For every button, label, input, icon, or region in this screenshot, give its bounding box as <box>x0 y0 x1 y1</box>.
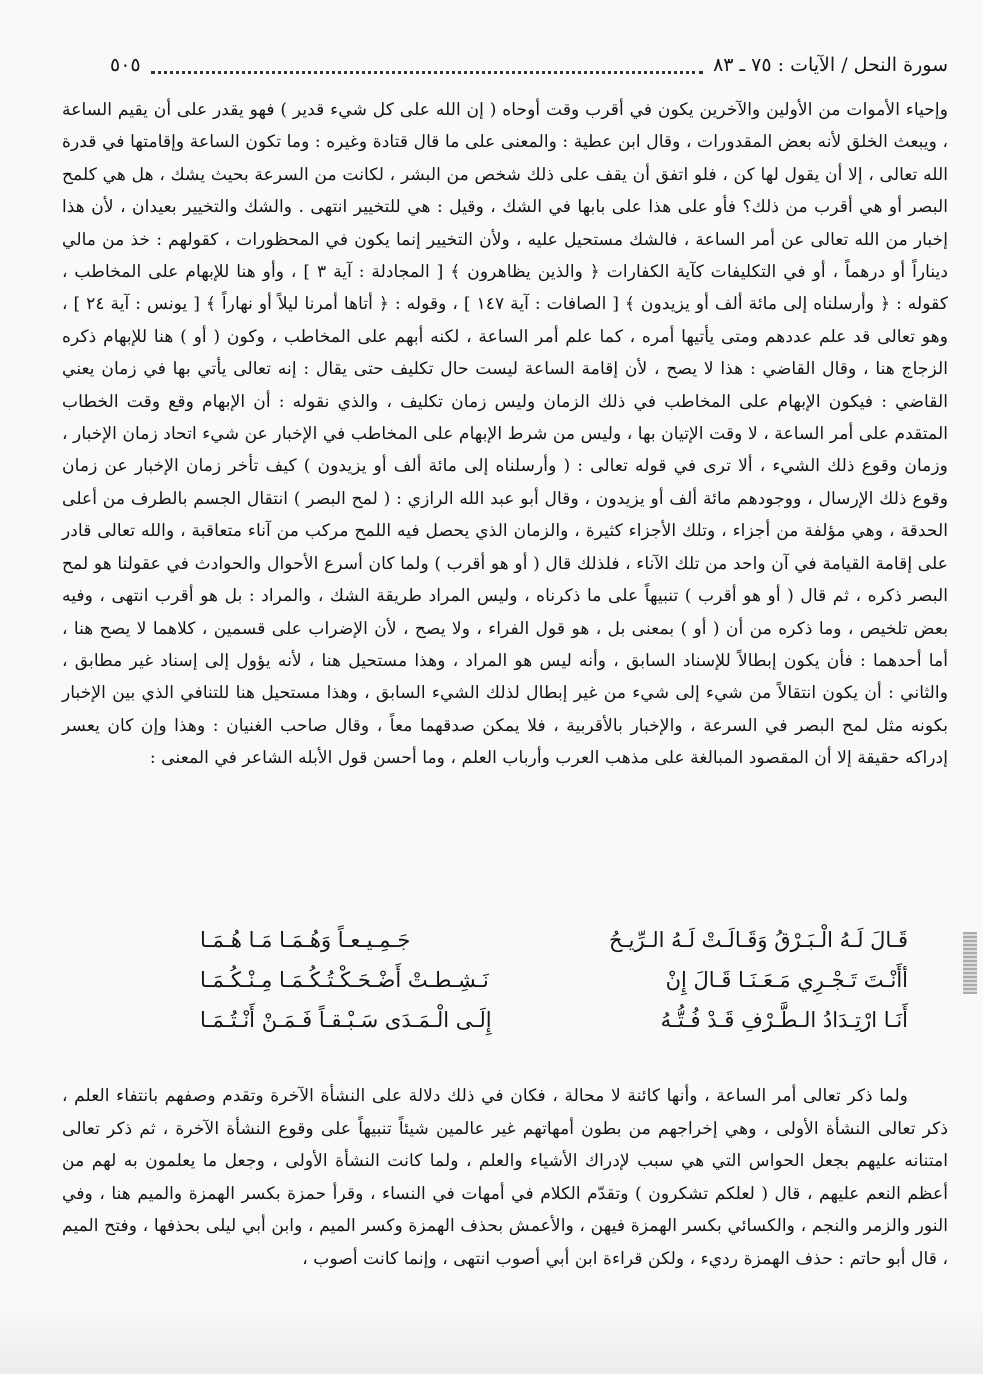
running-header <box>110 48 948 82</box>
dot-leader <box>151 57 703 74</box>
commentary-block-2 <box>62 1080 948 1276</box>
poem-verse <box>200 920 908 960</box>
verse-second-hemistich: نَـشِـطـتْ أَضْـحَـكْـتُـكُـمَـا مِـنْـكُـمَـا <box>200 968 489 992</box>
verse-first-hemistich: قَـالَ لَـهُ الْـبَـرْقُ وَقَـالَـتْ لَـهُ الـرِّيـحُ <box>608 928 908 952</box>
surah-title: سورة النحل / الآيات : ٧٥ ـ ٨٣ <box>713 54 948 76</box>
poem-verse <box>200 1000 908 1040</box>
verse-second-hemistich: إِلَـى الْـمَـدَى سَـبْـقـاً فَـمَـنْ أَنْـتُـمَـا <box>200 1008 492 1032</box>
page-number: ٥٠٥ <box>110 54 141 76</box>
commentary-block <box>62 94 948 775</box>
commentary-paragraph: وإحياء الأموات من الأولين والآخرين يكون في أقرب وقت أوحاه ( إن الله على كل شيء قدير ) فهو يقدر على أن يقيم الساعة ، ويبعث الخلق لأنه بعض المقدورات ، وقال ابن عطية : والمعنى على ما قال قتادة وغيره : وما تكون الساعة وإقامتها في قدرة الله تعالى ، إلا أن يقول لها كن ، فلو اتفق أن يقف على ذلك شخص من البشر ، لكانت من السرعة بحيث يشك ، هل هي كلمح البصر أو هي أقرب من ذلك؟ فأو على هذا على بابها في الشك ، وقيل : هي للتخيير انتهى . والشك والتخيير بعيدان ، لأن هذا إخبار من الله تعالى عن أمر الساعة ، فالشك مستحيل عليه ، ولأن التخيير إنما يكون في المحظورات ، كقولهم : خذ من مالي ديناراً أو درهماً ، أو في التكليفات كآية الكفارات ﴿ والذين يظاهرون ﴾ [ المجادلة : آية ٣ ] ، وأو هنا للإبهام على المخاطب ، كقوله : ﴿ وأرسلناه إلى مائة ألف أو يزيدون ﴾ [ الصافات : آية ١٤٧ ] ، وقوله : ﴿ أتاها أمرنا ليلاً أو نهاراً ﴾ [ يونس : آية ٢٤ ] ، وهو تعالى قد علم عددهم ومتى يأتيها أمره ، كما علم أمر الساعة ، لكنه أبهم على المخاطب ، وكون ( أو ) هنا للإبهام ذكره الزجاج هنا ، وقال القاضي : هذا لا يصح ، لأن إقامة الساعة ليست حال تكليف حتى يقال : إنه تعالى يأتي بها في زمان يعني القاضي : فيكون الإبهام على المخاطب في ذلك الزمان وليس زمان تكليف ، والذي نقوله : أن الإبهام وقع وقت الخطاب المتقدم على أمر الساعة ، لا وقت الإتيان بها ، وليس من شرط الإبهام على المخاطب في الإخبار عن شيء اتحاد زمان الإخبار ، وزمان وقوع ذلك الشيء ، ألا ترى في قوله تعالى : ( وأرسلناه إلى مائة ألف أو يزيدون ) كيف تأخر زمان الإخبار عن زمان وقوع ذلك الإرسال ، ووجودهم مائة ألف أو يزيدون ، وقال أبو عبد الله الرازي : ( لمح البصر ) انتقال الجسم بالطرف من أعلى الحدقة ، وهي مؤلفة من أجزاء ، وتلك الأجزاء كثيرة ، والزمان الذي يحصل فيه اللمح مركب من آناء متعاقبة ، والله تعالى قادر على إقامة القيامة في آن واحد من تلك الآناء ، فلذلك قال ( أو هو أقرب ) ولما كان أسرع الأحوال والحوادث في عقولنا هو لمح البصر ذكره ، ثم قال ( أو هو أقرب ) تنبيهاً على ما ذكرناه ، وليس المراد طريقة الشك ، والمراد : بل هو أقرب انتهى ، وفيه بعض تلخيص ، وما ذكره من أن ( أو ) بمعنى بل ، هو قول الفراء ، ولا يصح ، لأن الإضراب على قسمين ، كلاهما لا يصح هنا ، أما أحدهما : فأن يكون إبطالاً للإسناد السابق ، وأنه ليس هو المراد ، وهذا مستحيل هنا ، لأنه يؤول إلى إسناد غير مطابق ، والثاني : أن يكون انتقالاً من شيء إلى شيء من غير إبطال لذلك الشيء السابق ، وهذا مستحيل هنا للتنافي الذي بين الإخبار بكونه مثل لمح البصر في السرعة ، والإخبار بالأقربية ، فلا يمكن صدقهما معاً ، وقال صاحب الغنيان : وهذا وإن كان يعسر إدراكه حقيقة إلا أن المقصود المبالغة على مذهب العرب وأرباب العلم ، وما أحسن قول الأبله الشاعر في المعنى : <box>62 100 948 769</box>
poem-block <box>200 920 908 1040</box>
verse-first-hemistich: أأَنْـتَ تَـجْـرِي مَـعَـنَـا قَـالَ إِنْ <box>665 968 908 992</box>
scan-edge-shade <box>0 1304 983 1374</box>
verse-first-hemistich: أَنَـا ارْتِـدَادُ الـطَّـرْفِ قَـدْ فُـتُّـهُ <box>660 1008 908 1032</box>
poem-verse <box>200 960 908 1000</box>
scan-margin-mark <box>963 932 977 994</box>
verse-second-hemistich: جَـمِـيـعـاً وَهُـمَـا مَـا هُـمَـا <box>200 928 411 952</box>
commentary-paragraph: ولما ذكر تعالى أمر الساعة ، وأنها كائنة لا محالة ، فكان في ذلك دلالة على النشأة الآخرة وتقدم وصفهم بانتفاء العلم ، ذكر تعالى النشأة الأولى ، وهي إخراجهم من بطون أمهاتهم غير عالمين شيئاً تنبيهاً على وقوع النشأة الآخرة ، ثم ذكر تعالى امتنانه عليهم بجعل الحواس التي هي سبب لإدراك الأشياء والعلم ، ولما كانت النشأة الأولى ، وجعل ما يعلمون به لهم من أعظم النعم عليهم ، قال ( لعلكم تشكرون ) وتقدّم الكلام في أمهات في النساء ، وقرأ حمزة بكسر الهمزة والميم هنا ، وفي النور والزمر والنجم ، والكسائي بكسر الهمزة فيهن ، والأعمش بحذف الهمزة وكسر الميم ، وابن أبي ليلى بحذفها ، وفتح الميم ، قال أبو حاتم : حذف الهمزة رديء ، ولكن قراءة ابن أبي أصوب انتهى ، وإنما كانت أصوب ، <box>62 1086 948 1269</box>
